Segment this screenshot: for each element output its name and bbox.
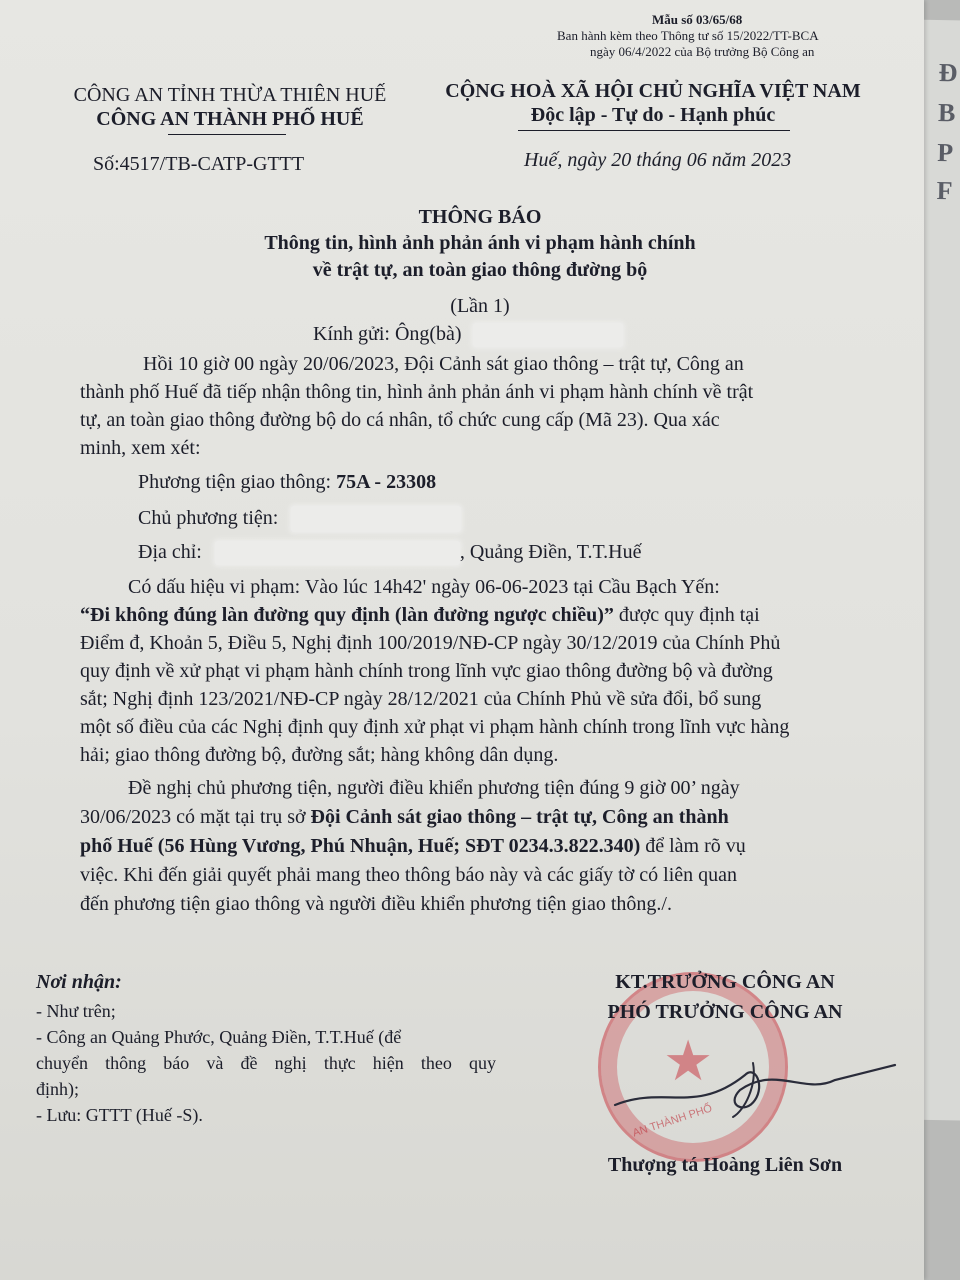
violation-text: “Đi không đúng làn đường quy định (làn đường ngược chiều)”	[80, 604, 614, 626]
paragraph-text: 30/06/2023 có mặt tại trụ sở	[80, 806, 311, 828]
paragraph-line: việc. Khi đến giải quyết phải mang theo thông báo này và các giấy tờ có liên quan	[80, 864, 738, 886]
paragraph-line: tự, an toàn giao thông đường bộ do cá nhân, tổ chức cung cấp (Mã 23). Qua xác	[80, 409, 720, 431]
signer-title-2: PHÓ TRƯỞNG CÔNG AN	[607, 1001, 843, 1023]
paragraph-line: đến phương tiện giao thông và người điều khiển phương tiện giao thông./.	[80, 893, 672, 915]
redacted-recipient	[473, 323, 623, 347]
signer-title-1: KT.TRƯỞNG CÔNG AN	[615, 971, 835, 993]
form-issue-line-1: Ban hành kèm theo Thông tư số 15/2022/TT-BCA	[557, 28, 819, 43]
recipient-item: chuyển thông báo và đề nghị thực hiện theo quy	[36, 1053, 496, 1073]
form-issue-line-2: ngày 06/4/2022 của Bộ trưởng Bộ Công an	[590, 44, 815, 59]
paragraph-line: thành phố Huế đã tiếp nhận thông tin, hình ảnh phản ánh vi phạm hành chính về trật	[80, 381, 754, 403]
paragraph-line-rest: được quy định tại	[613, 604, 760, 626]
paragraph-line: Điểm đ, Khoản 5, Điều 5, Nghị định 100/2019/NĐ-CP ngày 30/12/2019 của Chính Phủ	[80, 632, 781, 654]
background-letter: F	[936, 175, 953, 206]
paragraph-2	[80, 573, 882, 769]
vehicle-line	[138, 470, 436, 494]
paragraph-line: quy định về xử phạt vi phạm hành chính trong lĩnh vực giao thông đường bộ và đường	[80, 660, 773, 682]
background-letter: Đ	[938, 57, 958, 88]
attempt-number: (Lần 1)	[450, 295, 510, 317]
document-subtitle-1: Thông tin, hình ảnh phản ánh vi phạm hành chính	[264, 232, 696, 254]
owner-line	[138, 506, 461, 532]
paragraph-3	[80, 774, 902, 919]
paragraph-line	[80, 601, 882, 629]
recipient-item: định);	[36, 1079, 79, 1099]
agency-underline	[168, 134, 286, 135]
paragraph-line	[80, 803, 902, 832]
place-date: Huế, ngày 20 tháng 06 năm 2023	[524, 149, 792, 171]
recipient-item: - Lưu: GTTT (Huế -S).	[36, 1105, 203, 1125]
vehicle-plate: 75A - 23308	[336, 471, 437, 493]
recipients-title: Nơi nhận:	[36, 971, 122, 993]
recipient-label: Kính gửi: Ông(bà)	[313, 323, 462, 345]
recipient-item: - Công an Quảng Phước, Quảng Điền, T.T.Huế (để	[36, 1027, 402, 1047]
background-letter: B	[937, 97, 956, 128]
country-name: CỘNG HOÀ XÃ HỘI CHỦ NGHĨA VIỆT NAM	[445, 80, 861, 102]
recipient-item: - Như trên;	[36, 1001, 116, 1021]
document-number: Số:4517/TB-CATP-GTTT	[93, 153, 305, 175]
motto-underline	[518, 130, 790, 131]
owner-label: Chủ phương tiện:	[138, 507, 279, 529]
national-motto: Độc lập - Tự do - Hạnh phúc	[530, 104, 776, 126]
recipient-line	[313, 322, 623, 347]
address-label: Địa chỉ:	[138, 541, 202, 563]
handwritten-signature	[605, 1045, 905, 1125]
paragraph-line: minh, xem xét:	[80, 437, 201, 459]
vehicle-label: Phương tiện giao thông:	[138, 471, 332, 493]
office-name: Đội Cảnh sát giao thông – trật tự, Công an thành	[310, 806, 729, 828]
document-title: THÔNG BÁO	[418, 206, 542, 228]
star-icon: ★	[663, 1031, 714, 1093]
signer-name: Thượng tá Hoàng Liên Sơn	[607, 1154, 843, 1176]
paragraph-line: Có dấu hiệu vi phạm: Vào lúc 14h42' ngày 06-06-2023 tại Cầu Bạch Yến:	[128, 576, 720, 598]
agency-line-2: CÔNG AN THÀNH PHỐ HUẾ	[96, 108, 364, 130]
paragraph-line: một số điều của các Nghị định quy định xử phạt vi phạm hành chính trong lĩnh vực hàng	[80, 716, 790, 738]
agency-line-1: CÔNG AN TỈNH THỪA THIÊN HUẾ	[73, 84, 387, 106]
redacted-address	[215, 541, 460, 565]
address-suffix: , Quảng Điền, T.T.Huế	[459, 541, 642, 563]
paragraph-line: hải; giao thông đường bộ, đường sắt; hàng không dân dụng.	[80, 744, 559, 766]
paragraph-line: sắt; Nghị định 123/2021/NĐ-CP ngày 28/12/2021 của Chính Phủ về sửa đổi, bổ sung	[80, 688, 762, 710]
redacted-owner	[291, 506, 461, 532]
paragraph-line	[80, 832, 902, 861]
paragraph-text: để làm rõ vụ	[640, 835, 746, 857]
stamp-text: AN THÀNH PHỐ	[631, 1102, 714, 1140]
office-address: phố Huế (56 Hùng Vương, Phú Nhuận, Huế; SĐT 0234.3.822.340)	[80, 835, 641, 857]
paragraph-1	[80, 350, 882, 462]
paragraph-line: Hồi 10 giờ 00 ngày 20/06/2023, Đội Cảnh sát giao thông – trật tự, Công an	[143, 353, 744, 375]
form-number: Mẫu số 03/65/68	[652, 12, 743, 27]
background-letter: P	[937, 137, 954, 168]
address-line	[138, 540, 642, 565]
paragraph-line: Đề nghị chủ phương tiện, người điều khiển phương tiện đúng 9 giờ 00’ ngày	[128, 777, 740, 799]
document-subtitle-2: về trật tự, an toàn giao thông đường bộ	[312, 259, 648, 281]
recipients-list	[36, 998, 496, 1128]
